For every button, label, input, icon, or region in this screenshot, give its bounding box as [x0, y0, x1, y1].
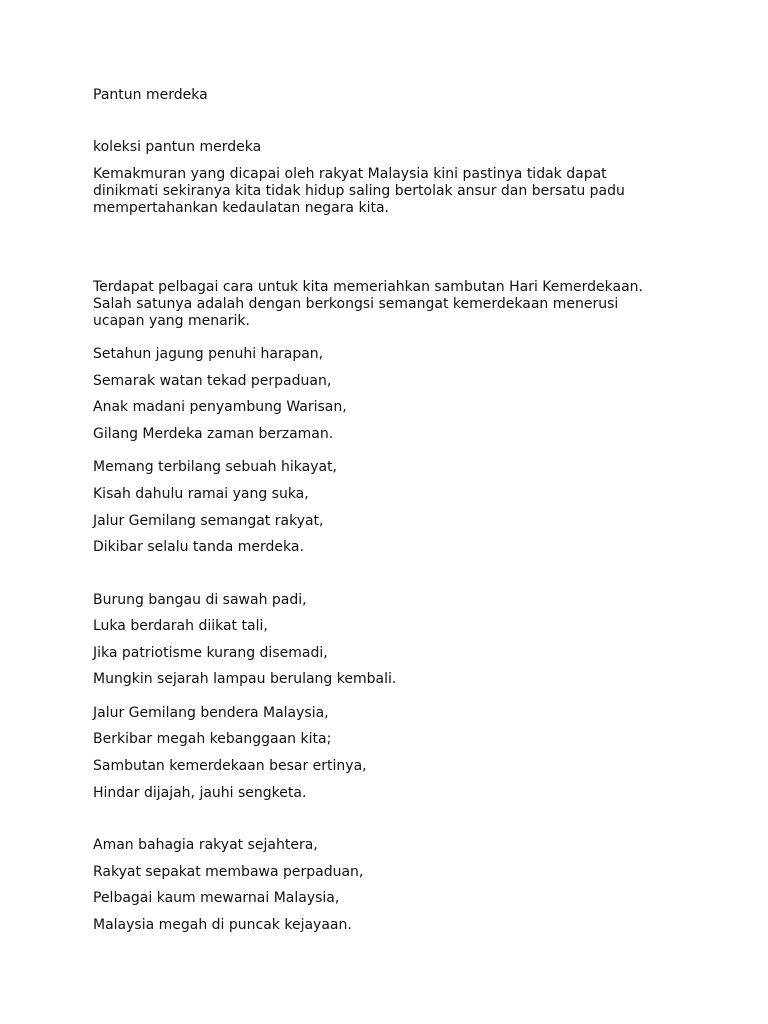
document-subtitle: koleksi pantun merdeka: [93, 139, 262, 155]
context-paragraph: Terdapat pelbagai cara untuk kita memeriahkan sambutan Hari Kemerdekaan. Salah satunya adalah dengan berkongsi semangat kemerdekaan menerusi ucapan yang menarik.: [93, 279, 643, 329]
stanza-1-line-4: Gilang Merdeka zaman berzaman.: [93, 426, 334, 442]
stanza-1-line-3: Anak madani penyambung Warisan,: [93, 399, 347, 415]
stanza-5-line-4: Malaysia megah di puncak kejayaan.: [93, 917, 352, 933]
stanza-4-line-4: Hindar dijajah, jauhi sengketa.: [93, 785, 307, 801]
stanza-3-line-3: Jika patriotisme kurang disemadi,: [93, 645, 328, 661]
stanza-4-line-2: Berkibar megah kebanggaan kita;: [93, 731, 332, 747]
stanza-4-line-3: Sambutan kemerdekaan besar ertinya,: [93, 758, 367, 774]
stanza-5-line-2: Rakyat sepakat membawa perpaduan,: [93, 864, 364, 880]
stanza-1-line-1: Setahun jagung penuhi harapan,: [93, 346, 324, 362]
stanza-2-line-4: Dikibar selalu tanda merdeka.: [93, 539, 304, 555]
stanza-3-line-1: Burung bangau di sawah padi,: [93, 592, 307, 608]
stanza-2-line-3: Jalur Gemilang semangat rakyat,: [93, 513, 324, 529]
stanza-1-line-2: Semarak watan tekad perpaduan,: [93, 373, 332, 389]
stanza-4-line-1: Jalur Gemilang bendera Malaysia,: [93, 705, 329, 721]
stanza-3-line-2: Luka berdarah diikat tali,: [93, 618, 268, 634]
document-title: Pantun merdeka: [93, 87, 208, 103]
stanza-3-line-4: Mungkin sejarah lampau berulang kembali.: [93, 671, 397, 687]
intro-paragraph: Kemakmuran yang dicapai oleh rakyat Malaysia kini pastinya tidak dapat dinikmati sekiranya kita tidak hidup saling bertolak ansur dan bersatu padu mempertahankan kedaulatan negara kita.: [93, 166, 625, 216]
stanza-2-line-1: Memang terbilang sebuah hikayat,: [93, 459, 338, 475]
stanza-5-line-3: Pelbagai kaum mewarnai Malaysia,: [93, 890, 340, 906]
stanza-5-line-1: Aman bahagia rakyat sejahtera,: [93, 837, 318, 853]
stanza-2-line-2: Kisah dahulu ramai yang suka,: [93, 486, 309, 502]
